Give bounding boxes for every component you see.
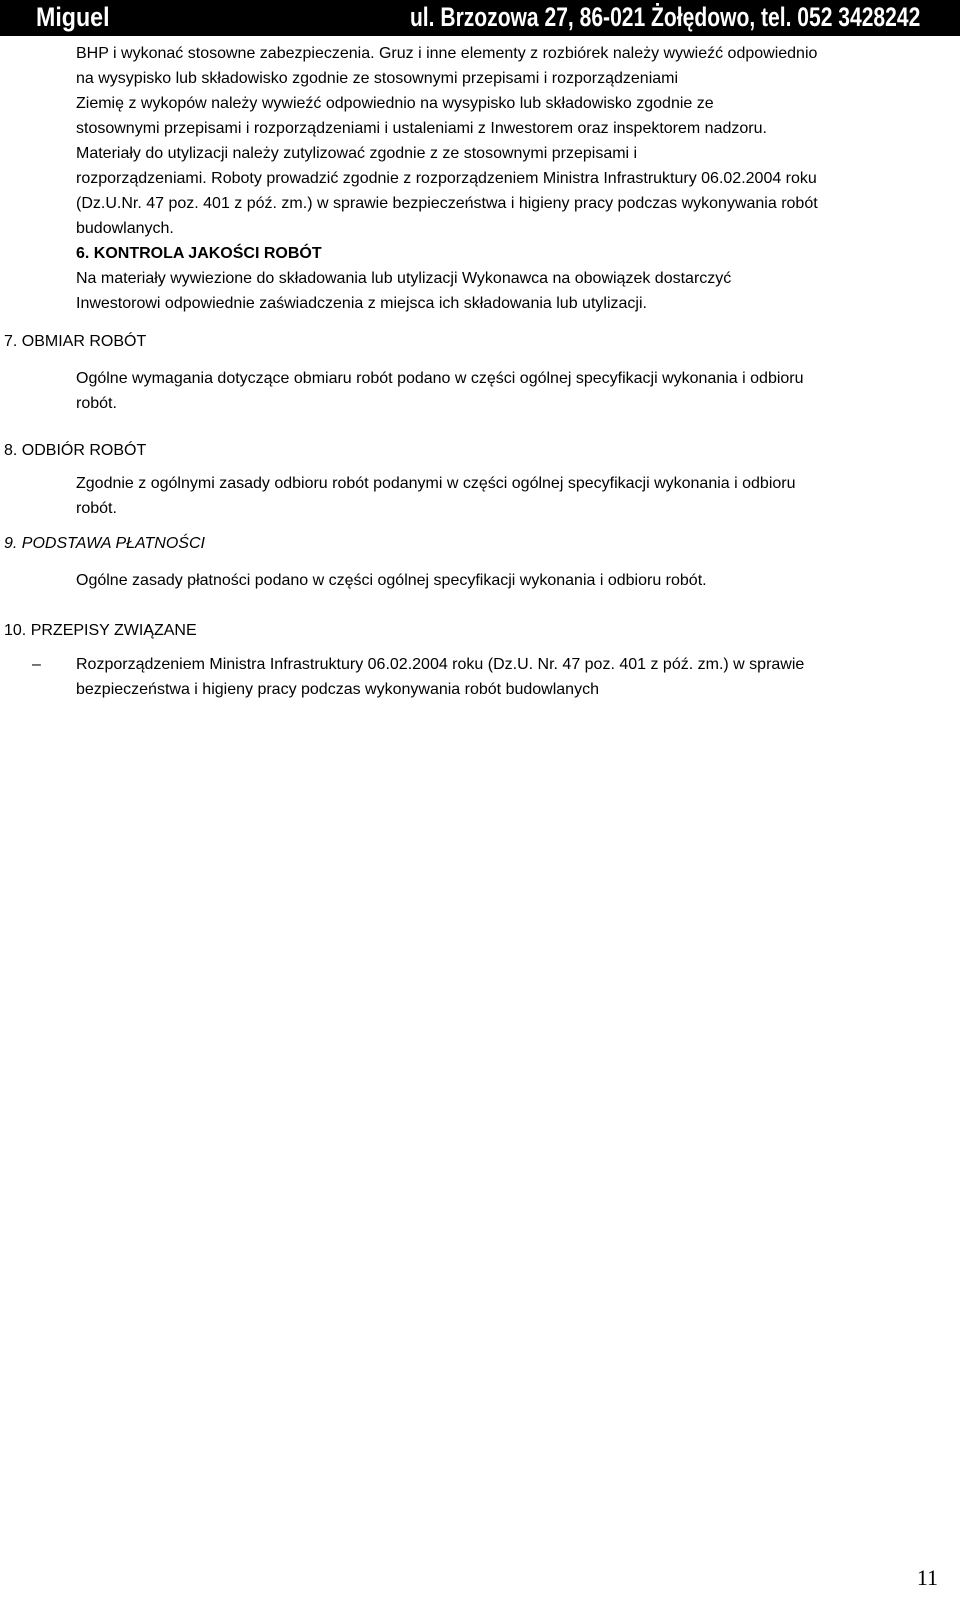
paragraph-line: rozporządzeniami. Roboty prowadzić zgodnie z rozporządzeniem Ministra Infrastruktury 06.02.2004 roku	[76, 170, 817, 187]
section10-list-item	[76, 652, 948, 702]
header-company-name: Miguel	[36, 2, 110, 32]
paragraph-line: Na materiały wywiezione do składowania lub utylizacji Wykonawca na obowiązek dostarczyć	[76, 270, 732, 287]
paragraph-line: Materiały do utylizacji należy zutylizować zgodnie z ze stosownymi przepisami i	[76, 145, 638, 162]
paragraph-line: Ogólne zasady płatności podano w części ogólnej specyfikacji wykonania i odbioru robót.	[76, 572, 707, 589]
paragraph-line: Ogólne wymagania dotyczące obmiaru robót podano w części ogólnej specyfikacji wykonania i odbioru	[76, 370, 804, 387]
page-number: 11	[916, 1565, 938, 1590]
header-company-address: ul. Brzozowa 27, 86-021 Żołędowo, tel. 052 3428242	[409, 2, 920, 32]
section9-paragraph	[76, 568, 948, 593]
paragraph-line: Ziemię z wykopów należy wywieźć odpowiednio na wysypisko lub składowisko zgodnie ze	[76, 95, 714, 112]
section6-paragraph	[76, 266, 948, 316]
list-bullet-dash: –	[32, 656, 41, 673]
section6-heading: 6. KONTROLA JAKOŚCI ROBÓT	[76, 245, 322, 262]
paragraph-line: robót.	[76, 395, 117, 412]
paragraph-line: bezpieczeństwa i higieny pracy podczas wykonywania robót budowlanych	[76, 681, 599, 698]
section5-continuation-paragraph	[76, 41, 948, 241]
paragraph-line: Zgodnie z ogólnymi zasady odbioru robót podanymi w części ogólnej specyfikacji wykonania i odbioru	[76, 475, 796, 492]
paragraph-line: budowlanych.	[76, 220, 174, 237]
section9-heading: 9. PODSTAWA PŁATNOŚCI	[4, 535, 205, 552]
paragraph-line: BHP i wykonać stosowne zabezpieczenia. Gruz i inne elementy z rozbiórek należy wywieźć odpowiednio	[76, 45, 818, 62]
section10-heading: 10. PRZEPISY ZWIĄZANE	[4, 622, 197, 639]
page-header	[0, 0, 960, 36]
section8-heading: 8. ODBIÓR ROBÓT	[4, 442, 147, 459]
paragraph-line: robót.	[76, 500, 117, 517]
section8-paragraph	[76, 471, 948, 521]
paragraph-line: stosownymi przepisami i rozporządzeniami i ustaleniami z Inwestorem oraz inspektorem nadzoru.	[76, 120, 767, 137]
paragraph-line: Rozporządzeniem Ministra Infrastruktury 06.02.2004 roku (Dz.U. Nr. 47 poz. 401 z póź. zm.) w sprawie	[76, 656, 805, 673]
paragraph-line: Inwestorowi odpowiednie zaświadczenia z miejsca ich składowania lub utylizacji.	[76, 295, 647, 312]
section7-heading: 7. OBMIAR ROBÓT	[4, 333, 147, 350]
paragraph-line: na wysypisko lub składowisko zgodnie ze stosownymi przepisami i rozporządzeniami	[76, 70, 679, 87]
section7-paragraph	[76, 366, 948, 416]
paragraph-line: (Dz.U.Nr. 47 poz. 401 z póź. zm.) w sprawie bezpieczeństwa i higieny pracy podczas wykonywania robót	[76, 195, 818, 212]
